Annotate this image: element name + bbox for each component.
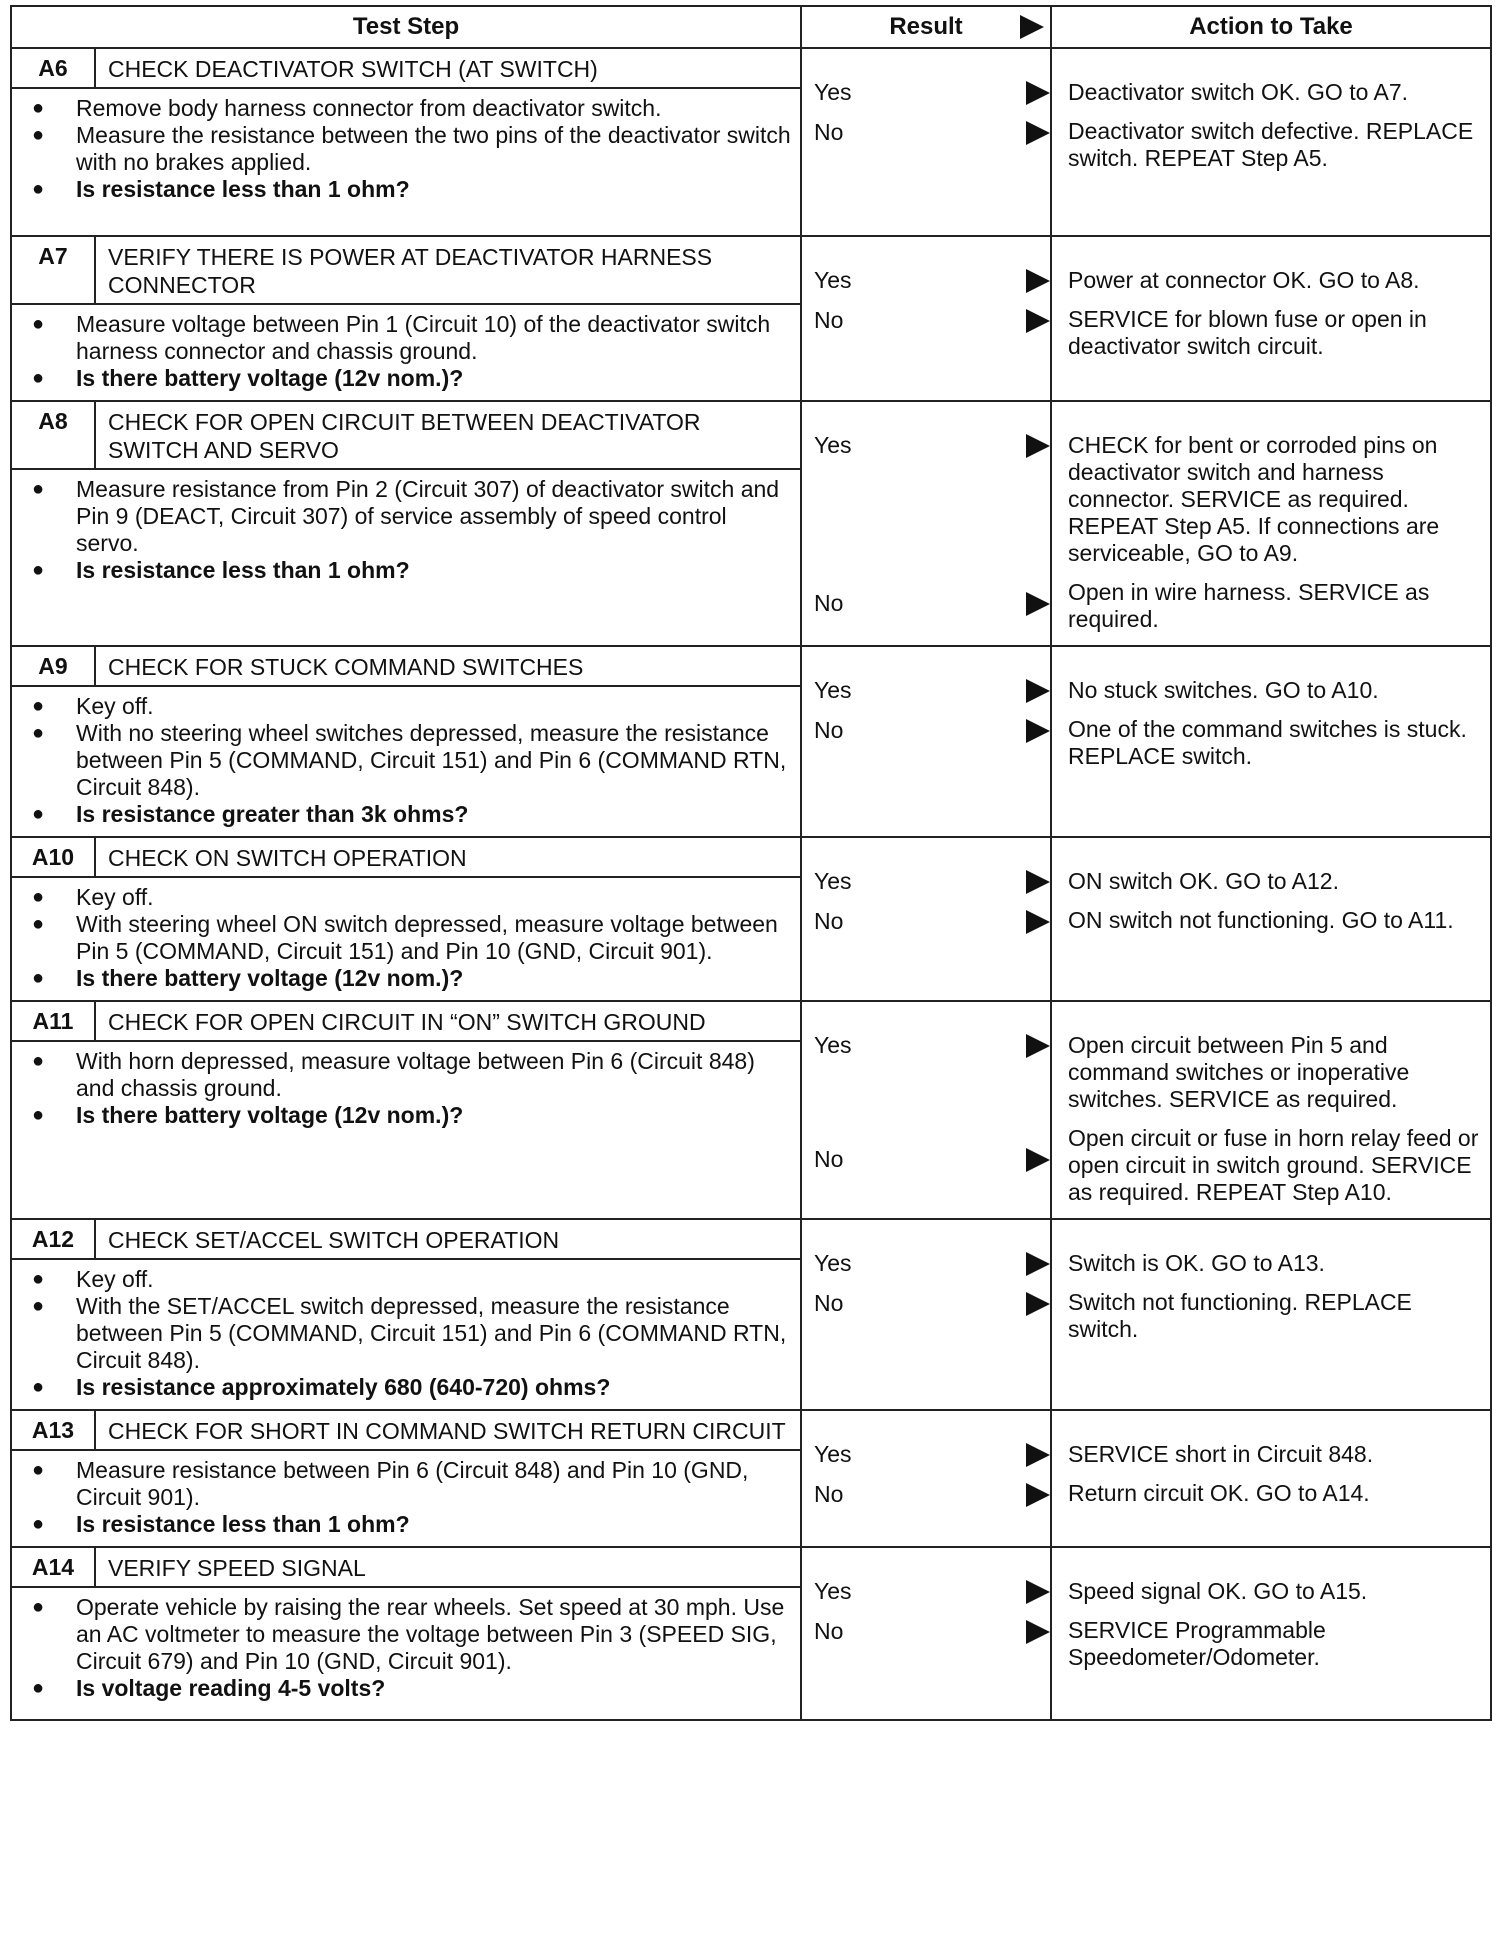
test-step-cell — [11, 236, 801, 401]
action-if-no: Switch not functioning. REPLACE switch. — [1068, 1289, 1412, 1342]
action-cell — [1051, 646, 1491, 837]
action-if-yes: CHECK for bent or corroded pins on deactivator switch and harness connector. SERVICE as required. REPEAT Step A5. If connections are serviceable, GO to A9. — [1068, 432, 1440, 566]
step-question: ● Is there battery voltage (12v nom.)? — [24, 1102, 792, 1129]
action-cell — [1051, 401, 1491, 646]
result-yes-label: Yes — [814, 267, 852, 293]
test-step-cell — [11, 401, 801, 646]
step-id: A12 — [12, 1220, 96, 1258]
step-id: A14 — [12, 1548, 96, 1586]
step-question: ● Is there battery voltage (12v nom.)? — [24, 365, 792, 392]
action-if-no: SERVICE for blown fuse or open in deactivator switch circuit. — [1068, 306, 1427, 359]
step-row-a13 — [11, 1410, 1491, 1547]
instruction-list — [24, 884, 792, 992]
action-if-no: Open in wire harness. SERVICE as required. — [1068, 579, 1430, 632]
result-cell — [801, 837, 1051, 1001]
arrow-right-icon — [1026, 1034, 1050, 1058]
step-question: ● Is resistance less than 1 ohm? — [24, 176, 792, 203]
header-result-label: Result — [889, 13, 963, 40]
result-yes — [802, 1441, 1050, 1481]
result-no-label: No — [814, 717, 844, 743]
instruction-list — [24, 1048, 792, 1129]
result-no-label: No — [814, 590, 844, 616]
result-no — [802, 908, 1050, 948]
arrow-right-icon — [1026, 1292, 1050, 1316]
instruction-item: ● With no steering wheel switches depressed, measure the resistance between Pin 5 (COMMAND, Circuit 151) and Pin 6 (COMMAND RTN, Circuit 848). — [24, 720, 792, 801]
result-cell — [801, 1001, 1051, 1219]
step-title: CHECK FOR OPEN CIRCUIT IN “ON” SWITCH GROUND — [108, 1009, 706, 1035]
instruction-item: ● Key off. — [24, 884, 792, 911]
arrow-right-icon — [1026, 910, 1050, 934]
header-result — [801, 6, 1051, 48]
test-step-cell — [11, 1219, 801, 1410]
test-step-cell — [11, 837, 801, 1001]
header-test-step: Test Step — [11, 6, 801, 48]
step-id: A13 — [12, 1411, 96, 1449]
step-id: A9 — [12, 647, 96, 685]
instruction-item: ● Measure resistance from Pin 2 (Circuit 307) of deactivator switch and Pin 9 (DEACT, Circuit 307) of service assembly of speed control servo. — [24, 476, 792, 557]
step-row-a8 — [11, 401, 1491, 646]
diagnostic-table — [10, 5, 1492, 1721]
step-id: A11 — [12, 1002, 96, 1040]
step-heading — [12, 402, 800, 470]
result-no-label: No — [814, 1290, 844, 1316]
arrow-right-icon — [1026, 309, 1050, 333]
result-no — [802, 1146, 1050, 1186]
instruction-item: ● With horn depressed, measure voltage between Pin 6 (Circuit 848) and chassis ground. — [24, 1048, 792, 1102]
result-yes-label: Yes — [814, 1032, 852, 1058]
test-step-cell — [11, 1547, 801, 1720]
instruction-list — [24, 1266, 792, 1401]
step-id: A7 — [12, 237, 96, 303]
action-if-yes: Deactivator switch OK. GO to A7. — [1068, 79, 1409, 105]
action-cell — [1051, 1547, 1491, 1720]
result-yes-label: Yes — [814, 79, 852, 105]
step-row-a6 — [11, 48, 1491, 236]
instruction-item: ● Measure resistance between Pin 6 (Circuit 848) and Pin 10 (GND, Circuit 901). — [24, 1457, 792, 1511]
result-no — [802, 307, 1050, 347]
instruction-item: ● Key off. — [24, 693, 792, 720]
step-title: CHECK FOR SHORT IN COMMAND SWITCH RETURN CIRCUIT — [108, 1418, 786, 1444]
step-instructions — [12, 470, 800, 592]
test-step-cell — [11, 646, 801, 837]
result-no-label: No — [814, 1146, 844, 1172]
result-cell — [801, 1219, 1051, 1410]
step-title: CHECK SET/ACCEL SWITCH OPERATION — [108, 1227, 560, 1253]
result-yes-label: Yes — [814, 677, 852, 703]
result-yes — [802, 1250, 1050, 1290]
result-no — [802, 590, 1050, 630]
action-cell — [1051, 1219, 1491, 1410]
action-if-no: SERVICE Programmable Speedometer/Odometer. — [1068, 1617, 1326, 1670]
instruction-item: ● Operate vehicle by raising the rear wheels. Set speed at 30 mph. Use an AC voltmeter to measure the voltage between Pin 3 (SPEED SIG, Circuit 679) and Pin 10 (GND, Circuit 901). — [24, 1594, 792, 1675]
step-heading — [12, 1548, 800, 1588]
step-instructions — [12, 1260, 800, 1409]
result-yes-label: Yes — [814, 432, 852, 458]
action-if-yes: Open circuit between Pin 5 and command switches or inoperative switches. SERVICE as required. — [1068, 1032, 1410, 1112]
arrow-right-icon — [1026, 121, 1050, 145]
result-no — [802, 119, 1050, 159]
step-instructions — [12, 1451, 800, 1546]
step-id: A8 — [12, 402, 96, 468]
step-question: ● Is resistance approximately 680 (640-720) ohms? — [24, 1374, 792, 1401]
result-yes-label: Yes — [814, 1441, 852, 1467]
diagnostic-table-document — [10, 5, 1490, 1721]
result-cell — [801, 236, 1051, 401]
step-title: VERIFY THERE IS POWER AT DEACTIVATOR HARNESS CONNECTOR — [108, 244, 713, 298]
action-if-yes: Speed signal OK. GO to A15. — [1068, 1578, 1368, 1604]
step-instructions — [12, 1588, 800, 1710]
step-question: ● Is there battery voltage (12v nom.)? — [24, 965, 792, 992]
action-if-no: Return circuit OK. GO to A14. — [1068, 1480, 1370, 1506]
table-header-row — [11, 6, 1491, 48]
result-yes-label: Yes — [814, 868, 852, 894]
result-yes — [802, 1578, 1050, 1618]
arrow-right-icon — [1026, 1580, 1050, 1604]
result-yes — [802, 79, 1050, 119]
table-body — [11, 48, 1491, 1720]
result-no — [802, 1481, 1050, 1521]
step-question: ● Is resistance less than 1 ohm? — [24, 557, 792, 584]
step-title: CHECK FOR OPEN CIRCUIT BETWEEN DEACTIVATOR SWITCH AND SERVO — [108, 409, 701, 463]
instruction-item: ● With steering wheel ON switch depressed, measure voltage between Pin 5 (COMMAND, Circuit 151) and Pin 10 (GND, Circuit 901). — [24, 911, 792, 965]
result-yes — [802, 677, 1050, 717]
test-step-cell — [11, 1410, 801, 1547]
arrow-right-icon — [1026, 269, 1050, 293]
step-heading — [12, 647, 800, 687]
arrow-right-icon — [1026, 1620, 1050, 1644]
instruction-list — [24, 476, 792, 584]
result-cell — [801, 48, 1051, 236]
step-heading — [12, 49, 800, 89]
step-row-a10 — [11, 837, 1491, 1001]
step-id: A6 — [12, 49, 96, 87]
step-heading — [12, 1220, 800, 1260]
instruction-item: ● Measure voltage between Pin 1 (Circuit 10) of the deactivator switch harness connector and chassis ground. — [24, 311, 792, 365]
instruction-item: ● With the SET/ACCEL switch depressed, measure the resistance between Pin 5 (COMMAND, Circuit 151) and Pin 6 (COMMAND RTN, Circuit 848). — [24, 1293, 792, 1374]
instruction-list — [24, 1457, 792, 1538]
step-heading — [12, 838, 800, 878]
result-no — [802, 1618, 1050, 1658]
result-yes — [802, 1032, 1050, 1072]
step-title: VERIFY SPEED SIGNAL — [108, 1555, 366, 1581]
result-no-label: No — [814, 1618, 844, 1644]
instruction-list — [24, 693, 792, 828]
step-row-a9 — [11, 646, 1491, 837]
result-yes — [802, 868, 1050, 908]
instruction-list — [24, 1594, 792, 1702]
step-row-a12 — [11, 1219, 1491, 1410]
arrow-right-icon — [1026, 1483, 1050, 1507]
arrow-right-icon — [1026, 81, 1050, 105]
step-heading — [12, 1411, 800, 1451]
instruction-item: ● Measure the resistance between the two pins of the deactivator switch with no brakes applied. — [24, 122, 792, 176]
step-title: CHECK FOR STUCK COMMAND SWITCHES — [108, 654, 584, 680]
test-step-cell — [11, 48, 801, 236]
step-instructions — [12, 305, 800, 400]
step-title: CHECK DEACTIVATOR SWITCH (AT SWITCH) — [108, 56, 598, 82]
action-if-no: One of the command switches is stuck. REPLACE switch. — [1068, 716, 1467, 769]
header-action: Action to Take — [1051, 6, 1491, 48]
result-yes-label: Yes — [814, 1578, 852, 1604]
arrow-right-icon — [1026, 592, 1050, 616]
instruction-item: ● Key off. — [24, 1266, 792, 1293]
instruction-list — [24, 95, 792, 203]
result-cell — [801, 646, 1051, 837]
step-instructions — [12, 89, 800, 211]
step-instructions — [12, 687, 800, 836]
result-no-label: No — [814, 908, 844, 934]
action-cell — [1051, 1001, 1491, 1219]
result-no — [802, 717, 1050, 757]
step-row-a7 — [11, 236, 1491, 401]
instruction-list — [24, 311, 792, 392]
action-cell — [1051, 48, 1491, 236]
step-row-a11 — [11, 1001, 1491, 1219]
result-cell — [801, 1547, 1051, 1720]
step-title: CHECK ON SWITCH OPERATION — [108, 845, 467, 871]
action-if-yes: SERVICE short in Circuit 848. — [1068, 1441, 1374, 1467]
step-instructions — [12, 1042, 800, 1137]
step-question: ● Is voltage reading 4-5 volts? — [24, 1675, 792, 1702]
action-cell — [1051, 1410, 1491, 1547]
result-cell — [801, 1410, 1051, 1547]
arrow-right-icon — [1026, 1148, 1050, 1172]
result-cell — [801, 401, 1051, 646]
arrow-right-icon — [1026, 719, 1050, 743]
test-step-cell — [11, 1001, 801, 1219]
result-no-label: No — [814, 307, 844, 333]
result-no — [802, 1290, 1050, 1330]
arrow-right-icon — [1026, 679, 1050, 703]
step-id: A10 — [12, 838, 96, 876]
result-yes — [802, 432, 1050, 472]
action-cell — [1051, 837, 1491, 1001]
action-if-yes: No stuck switches. GO to A10. — [1068, 677, 1379, 703]
action-if-yes: Switch is OK. GO to A13. — [1068, 1250, 1325, 1276]
action-if-yes: ON switch OK. GO to A12. — [1068, 868, 1339, 894]
arrow-right-icon — [1026, 1252, 1050, 1276]
action-if-no: Deactivator switch defective. REPLACE switch. REPEAT Step A5. — [1068, 118, 1474, 171]
step-instructions — [12, 878, 800, 1000]
step-heading — [12, 1002, 800, 1042]
instruction-item: ● Remove body harness connector from deactivator switch. — [24, 95, 792, 122]
step-row-a14 — [11, 1547, 1491, 1720]
result-yes — [802, 267, 1050, 307]
result-no-label: No — [814, 1481, 844, 1507]
action-if-yes: Power at connector OK. GO to A8. — [1068, 267, 1420, 293]
step-question: ● Is resistance greater than 3k ohms? — [24, 801, 792, 828]
step-heading — [12, 237, 800, 305]
result-no-label: No — [814, 119, 844, 145]
arrow-right-icon — [1026, 870, 1050, 894]
action-if-no: ON switch not functioning. GO to A11. — [1068, 907, 1454, 933]
action-cell — [1051, 236, 1491, 401]
result-yes-label: Yes — [814, 1250, 852, 1276]
step-question: ● Is resistance less than 1 ohm? — [24, 1511, 792, 1538]
arrow-right-icon — [1020, 15, 1044, 39]
arrow-right-icon — [1026, 434, 1050, 458]
action-if-no: Open circuit or fuse in horn relay feed or open circuit in switch ground. SERVICE as required. REPEAT Step A10. — [1068, 1125, 1479, 1205]
arrow-right-icon — [1026, 1443, 1050, 1467]
